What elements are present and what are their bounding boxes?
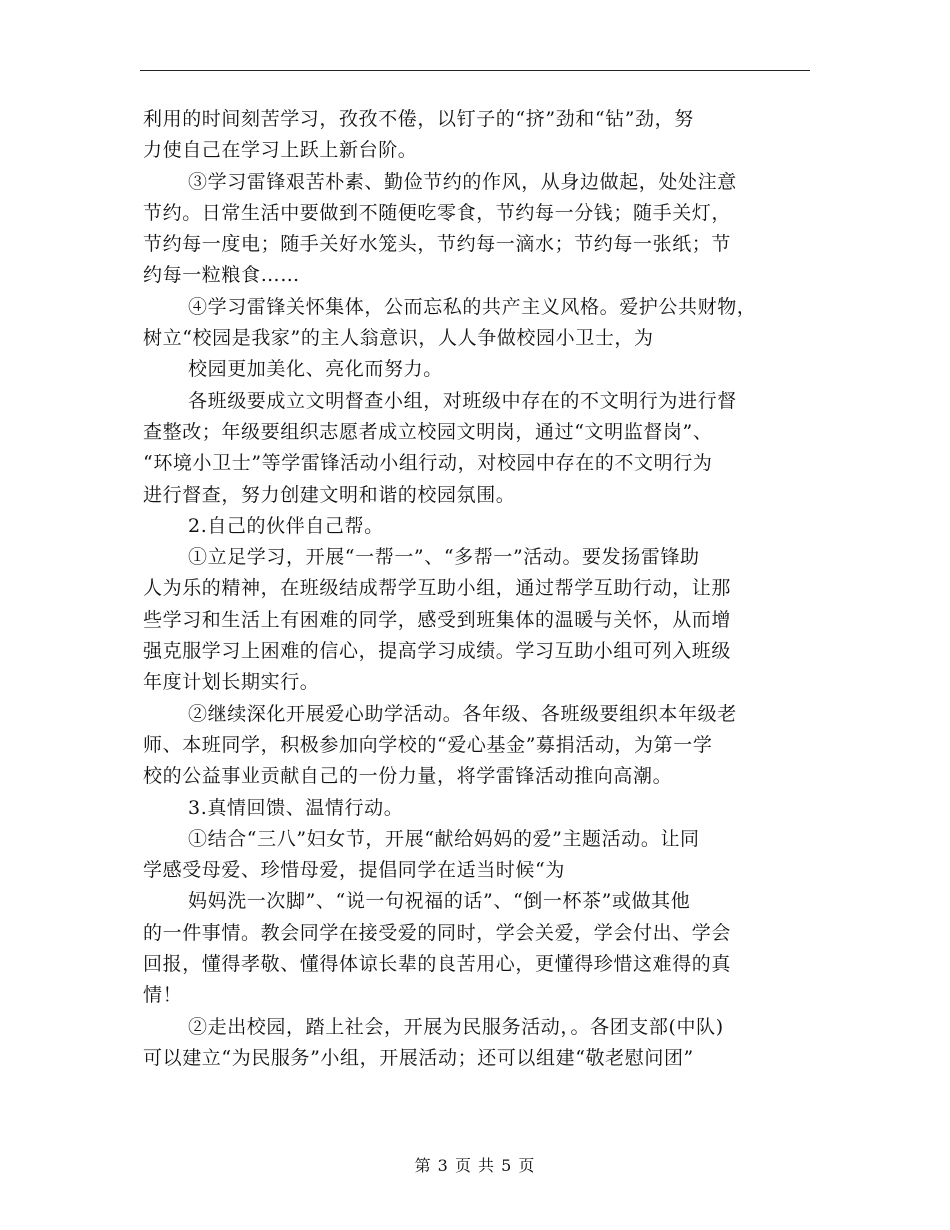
text-line: 人为乐的精神，在班级结成帮学互助小组，通过帮学互助行动，让那 bbox=[143, 577, 732, 600]
text-line: 强克服学习上困难的信心，提高学习成绩。学习互助小组可列入班级 bbox=[143, 640, 732, 663]
text-line: 利用的时间刻苦学习，孜孜不倦，以钉子的“挤”劲和“钻”劲，努 bbox=[143, 108, 694, 130]
text-line: 些学习和生活上有困难的同学，感受到班集体的温暖与关怀，从而增 bbox=[143, 608, 732, 631]
text-line: 力使自己在学习上跃上新台阶。 bbox=[143, 139, 418, 162]
text-line: ④学习雷锋关怀集体，公而忘私的共产主义风格。爱护公共财物， bbox=[188, 295, 757, 318]
document-body bbox=[143, 104, 813, 1074]
text-line: ②继续深化开展爱心助学活动。各年级、各班级要组织本年级老 bbox=[188, 702, 737, 725]
text-line: 师、本班同学，积极参加向学校的“爱心基金”募捐活动，为第一学 bbox=[143, 733, 713, 756]
text-line: 节约。日常生活中要做到不随便吃零食，节约每一分钱；随手关灯， bbox=[143, 201, 732, 224]
text-line: 学感受母爱、珍惜母爱，提倡同学在适当时候“为 bbox=[143, 859, 565, 882]
text-line: 进行督查，努力创建文明和谐的校园氛围。 bbox=[143, 483, 516, 506]
text-line: ②走出校园，踏上社会，开展为民服务活动，。各团支部(中队) bbox=[188, 1015, 724, 1038]
text-line: ③学习雷锋艰苦朴素、勤俭节约的作风，从身边做起，处处注意 bbox=[188, 170, 737, 193]
text-line: 树立“校园是我家”的主人翁意识，人人争做校园小卫士，为 bbox=[143, 327, 654, 350]
page-footer: 第 3 页 共 5 页 bbox=[414, 1156, 536, 1175]
header-rule bbox=[140, 70, 810, 71]
text-line: 妈妈洗一次脚”、“说一句祝福的话”、“倒一杯茶”或做其他 bbox=[188, 890, 691, 913]
text-line: 校的公益事业贡献自己的一份力量，将学雷锋活动推向高潮。 bbox=[143, 765, 673, 788]
text-line: 校园更加美化、亮化而努力。 bbox=[188, 358, 443, 381]
text-line: 查整改；年级要组织志愿者成立校园文明岗，通过“文明监督岗”、 bbox=[143, 420, 713, 443]
text-line: ①立足学习，开展“一帮一”、“多帮一”活动。要发扬雷锋助 bbox=[188, 546, 700, 569]
text-line: 2.自己的伙伴自己帮。 bbox=[188, 514, 384, 537]
text-line: “环境小卫士”等学雷锋活动小组行动，对校园中存在的不文明行为 bbox=[143, 452, 713, 475]
text-line: 年度计划长期实行。 bbox=[143, 671, 320, 694]
text-line: 3.真情回馈、温情行动。 bbox=[188, 796, 404, 819]
text-line: 各班级要成立文明督查小组，对班级中存在的不文明行为进行督 bbox=[188, 389, 737, 412]
text-line: 回报，懂得孝敬、懂得体谅长辈的良苦用心，更懂得珍惜这难得的真 bbox=[143, 953, 732, 976]
text-line: 的一件事情。教会同学在接受爱的同时，学会关爱，学会付出、学会 bbox=[143, 921, 732, 944]
text-line: ①结合“三八”妇女节，开展“献给妈妈的爱”主题活动。让同 bbox=[188, 827, 700, 850]
text-line: 节约每一度电；随手关好水笼头，节约每一滴水；节约每一张纸；节 bbox=[143, 233, 732, 256]
text-line: 约每一粒粮食…… bbox=[143, 264, 300, 287]
text-line: 情！ bbox=[143, 984, 183, 1007]
text-line: 可以建立“为民服务”小组，开展活动；还可以组建“敬老慰问团” bbox=[143, 1046, 694, 1069]
